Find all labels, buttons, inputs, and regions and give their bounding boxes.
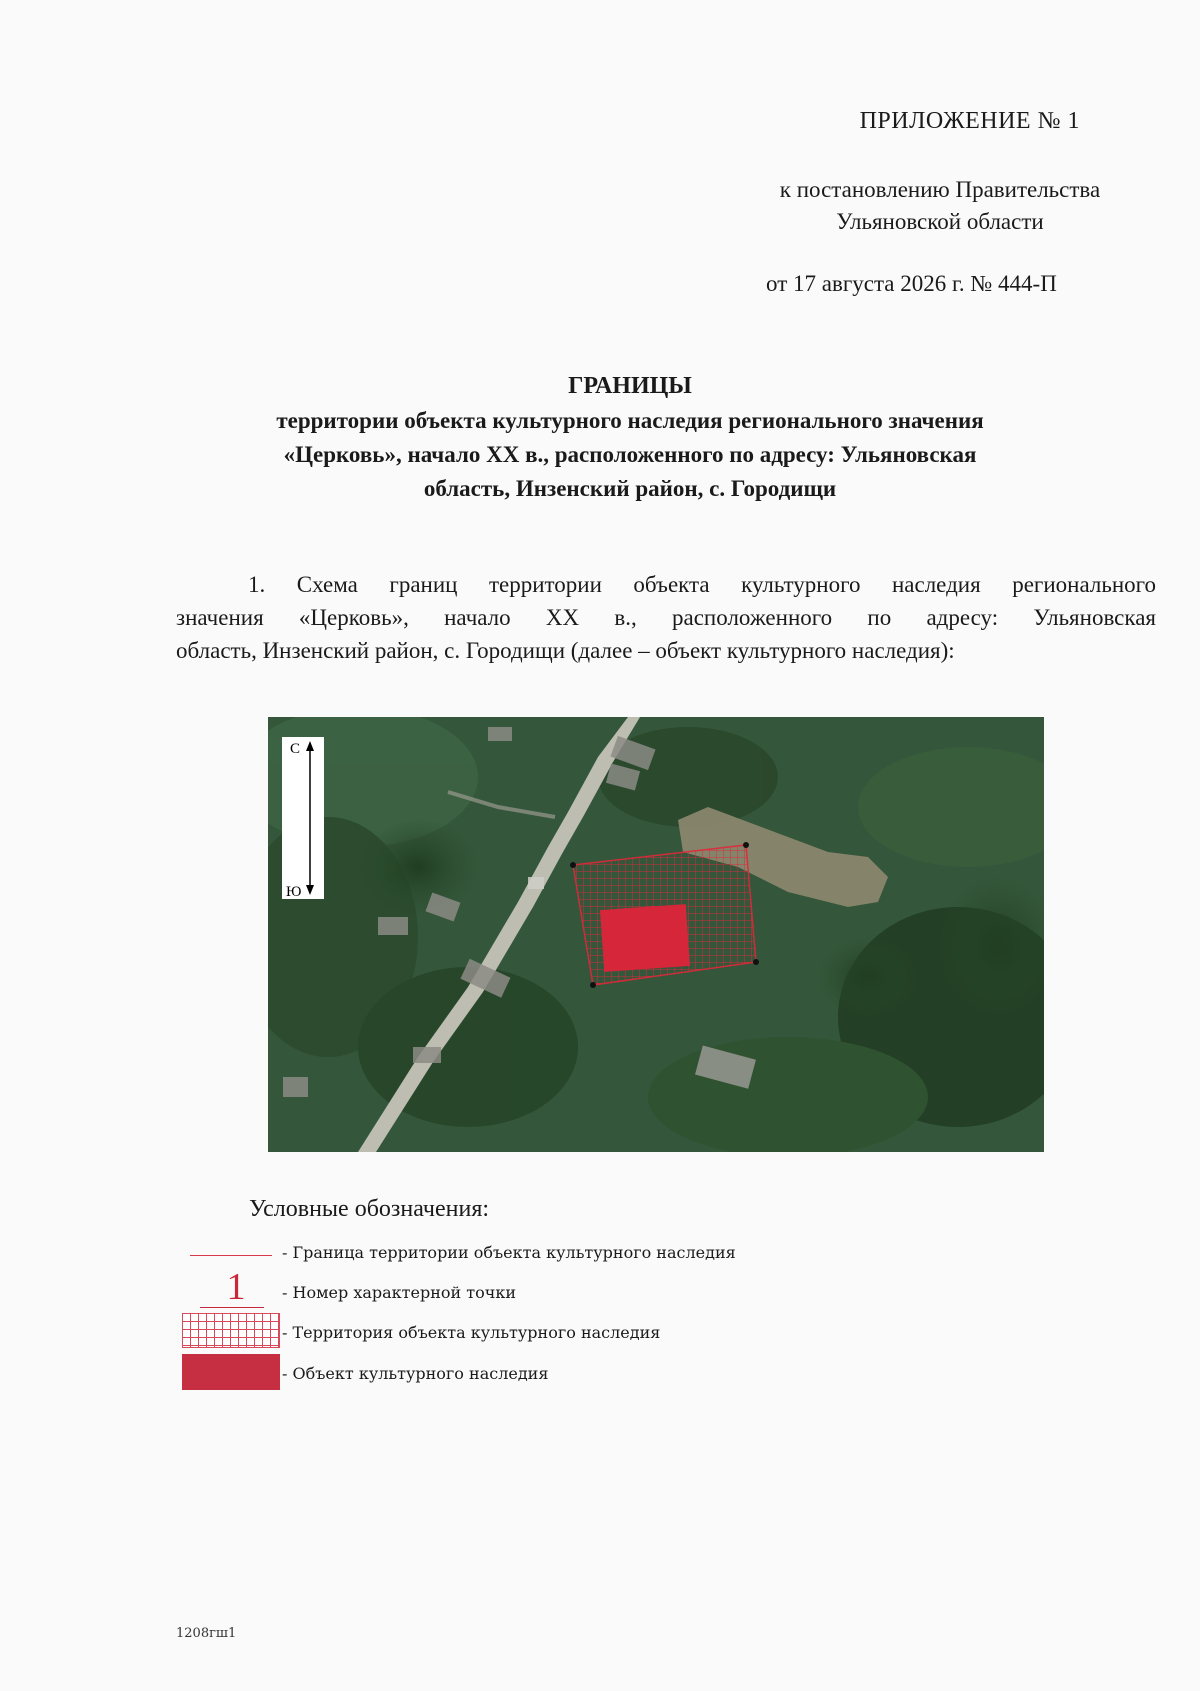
appendix-reference-line-1: к постановлению Правительства bbox=[779, 177, 1101, 202]
paragraph-line-3: область, Инзенский район, с. Городищи (далее – объект культурного наследия): bbox=[176, 638, 955, 663]
footer-code: 1208гш1 bbox=[176, 1626, 237, 1641]
heading-line-3: «Церковь», начало XX в., расположенного по адресу: Ульяновская bbox=[283, 442, 977, 467]
appendix-reference bbox=[720, 174, 1160, 238]
compass-box bbox=[282, 737, 324, 899]
document-heading bbox=[180, 369, 1080, 506]
south-label: Ю bbox=[286, 884, 302, 900]
heading-title: ГРАНИЦЫ bbox=[568, 373, 692, 399]
legend-item-boundary bbox=[182, 1233, 882, 1269]
paragraph-line-1: 1. Схема границ территории объекта культурного наследия регионального bbox=[248, 572, 1156, 597]
point-number-icon bbox=[182, 1266, 282, 1309]
legend-item-territory bbox=[182, 1313, 882, 1349]
legend-text-boundary: - Граница территории объекта культурного наследия bbox=[282, 1243, 736, 1262]
appendix-reference-line-2: Ульяновской области bbox=[836, 209, 1044, 234]
heading-line-4: область, Инзенский район, с. Городищи bbox=[423, 476, 837, 501]
territory-hatch-icon bbox=[182, 1313, 282, 1349]
satellite-map bbox=[268, 717, 1044, 1152]
decree-date: от 17 августа 2026 г. № 444-П bbox=[766, 271, 1057, 296]
legend-text-point-number: - Номер характерной точки bbox=[282, 1283, 516, 1302]
appendix-title: ПРИЛОЖЕНИЕ № 1 bbox=[859, 108, 1080, 134]
map-image bbox=[268, 717, 1044, 1152]
paragraph-line-2: значения «Церковь», начало XX в., расположенного по адресу: Ульяновская bbox=[176, 605, 1156, 630]
north-label: С bbox=[290, 741, 301, 757]
legend-item-object bbox=[182, 1354, 882, 1390]
legend-text-object: - Объект культурного наследия bbox=[282, 1364, 549, 1383]
point-number-sample: 1 bbox=[226, 1266, 246, 1308]
scheme-paragraph bbox=[176, 568, 1156, 667]
legend-text-territory: - Территория объекта культурного наследия bbox=[282, 1323, 661, 1342]
heading-line-2: территории объекта культурного наследия регионального значения bbox=[276, 408, 984, 433]
object-fill-icon bbox=[182, 1354, 282, 1390]
heritage-object bbox=[600, 904, 690, 972]
legend-title: Условные обозначения: bbox=[249, 1196, 490, 1222]
legend-item-point-number bbox=[182, 1266, 882, 1309]
boundary-line-icon bbox=[182, 1233, 282, 1269]
